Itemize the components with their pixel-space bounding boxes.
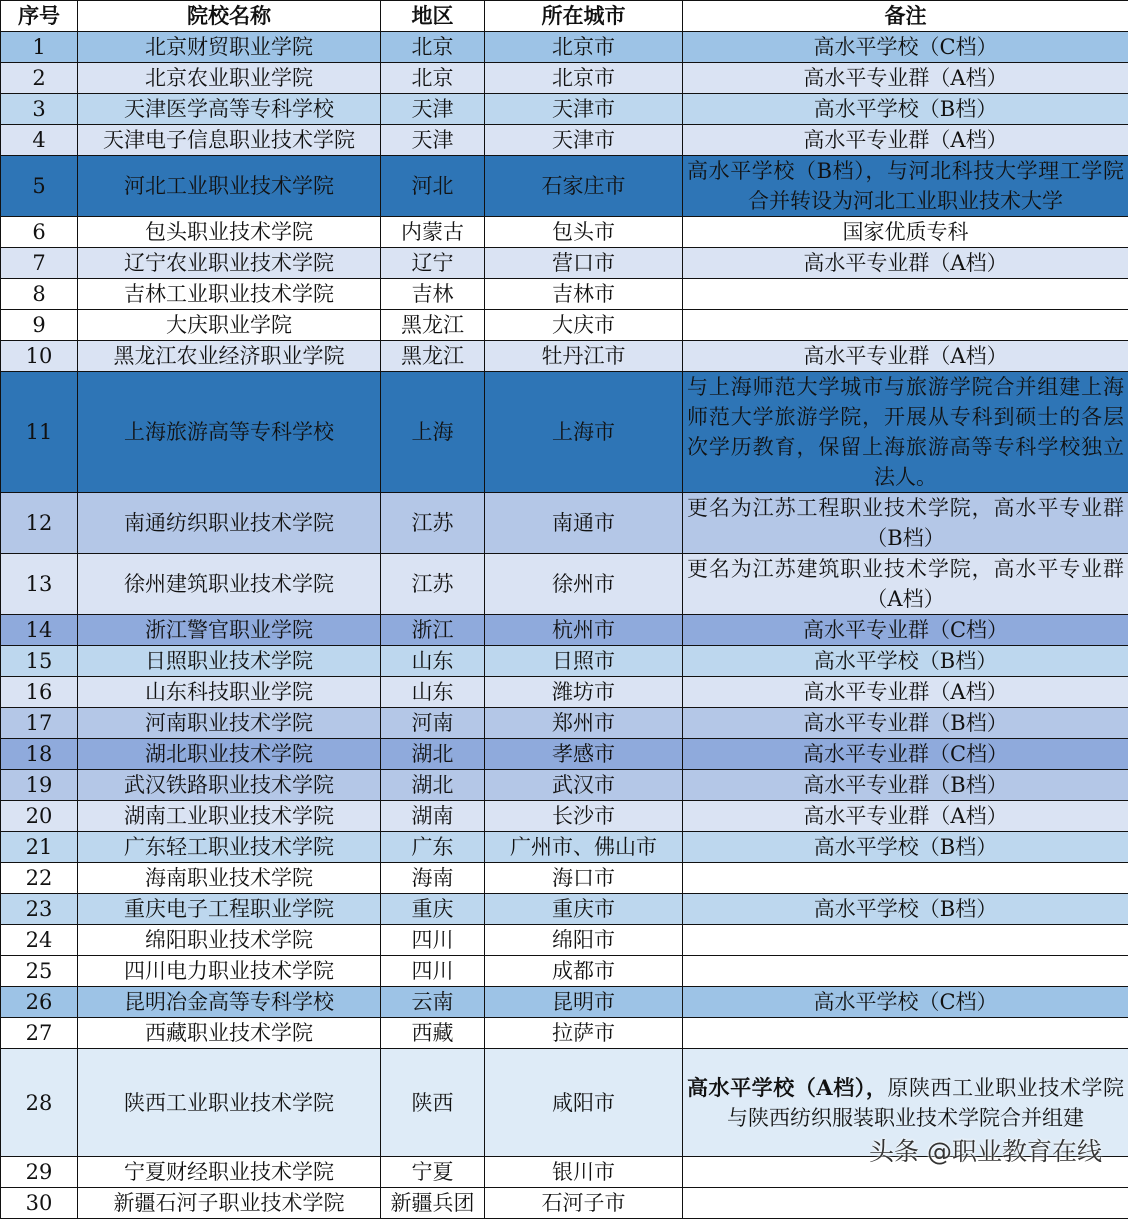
cell-note xyxy=(683,279,1128,310)
cell-city: 拉萨市 xyxy=(485,1018,683,1049)
cell-region: 黑龙江 xyxy=(381,310,485,341)
table-row xyxy=(1,770,1128,801)
cell-city: 咸阳市 xyxy=(485,1049,683,1157)
cell-name: 河南职业技术学院 xyxy=(78,708,381,739)
table-row xyxy=(1,493,1128,554)
cell-note: 高水平专业群（B档） xyxy=(683,708,1128,739)
cell-region: 山东 xyxy=(381,677,485,708)
header-region: 地区 xyxy=(381,1,485,32)
cell-no: 2 xyxy=(1,63,78,94)
cell-region: 重庆 xyxy=(381,894,485,925)
cell-region: 河北 xyxy=(381,156,485,217)
cell-name: 湖南工业职业技术学院 xyxy=(78,801,381,832)
cell-no: 23 xyxy=(1,894,78,925)
cell-name: 湖北职业技术学院 xyxy=(78,739,381,770)
cell-city: 石家庄市 xyxy=(485,156,683,217)
header-note: 备注 xyxy=(683,1,1128,32)
cell-note: 高水平学校（B档） xyxy=(683,894,1128,925)
cell-note: 高水平专业群（C档） xyxy=(683,615,1128,646)
cell-city: 重庆市 xyxy=(485,894,683,925)
cell-city: 广州市、佛山市 xyxy=(485,832,683,863)
cell-no: 12 xyxy=(1,493,78,554)
table-row xyxy=(1,708,1128,739)
cell-no: 10 xyxy=(1,341,78,372)
table-row xyxy=(1,801,1128,832)
cell-city: 武汉市 xyxy=(485,770,683,801)
cell-region: 云南 xyxy=(381,987,485,1018)
cell-name: 辽宁农业职业技术学院 xyxy=(78,248,381,279)
cell-region: 北京 xyxy=(381,32,485,63)
cell-name: 天津医学高等专科学校 xyxy=(78,94,381,125)
cell-name: 河北工业职业技术学院 xyxy=(78,156,381,217)
cell-name: 浙江警官职业学院 xyxy=(78,615,381,646)
cell-no: 22 xyxy=(1,863,78,894)
cell-note: 高水平专业群（A档） xyxy=(683,63,1128,94)
cell-note: 高水平学校（B档） xyxy=(683,646,1128,677)
cell-note xyxy=(683,863,1128,894)
table-row xyxy=(1,279,1128,310)
cell-city: 日照市 xyxy=(485,646,683,677)
cell-region: 广东 xyxy=(381,832,485,863)
cell-name: 四川电力职业技术学院 xyxy=(78,956,381,987)
table-row xyxy=(1,125,1128,156)
cell-region: 江苏 xyxy=(381,493,485,554)
cell-region: 四川 xyxy=(381,925,485,956)
cell-city: 北京市 xyxy=(485,32,683,63)
table-row xyxy=(1,646,1128,677)
cell-name: 海南职业技术学院 xyxy=(78,863,381,894)
table-row xyxy=(1,894,1128,925)
cell-no: 26 xyxy=(1,987,78,1018)
cell-city: 北京市 xyxy=(485,63,683,94)
cell-note xyxy=(683,1018,1128,1049)
cell-city: 绵阳市 xyxy=(485,925,683,956)
cell-name: 西藏职业技术学院 xyxy=(78,1018,381,1049)
table-row xyxy=(1,739,1128,770)
cell-city: 银川市 xyxy=(485,1157,683,1188)
cell-no: 30 xyxy=(1,1188,78,1219)
cell-no: 16 xyxy=(1,677,78,708)
cell-note xyxy=(683,925,1128,956)
cell-name: 重庆电子工程职业学院 xyxy=(78,894,381,925)
cell-no: 24 xyxy=(1,925,78,956)
cell-note: 与上海师范大学城市与旅游学院合并组建上海师范大学旅游学院，开展从专科到硕士的各层次学历教育，保留上海旅游高等专科学校独立法人。 xyxy=(683,372,1128,493)
table-row xyxy=(1,1018,1128,1049)
cell-city: 成都市 xyxy=(485,956,683,987)
cell-no: 11 xyxy=(1,372,78,493)
table-row xyxy=(1,217,1128,248)
cell-no: 7 xyxy=(1,248,78,279)
table-row xyxy=(1,248,1128,279)
cell-note: 高水平专业群（A档） xyxy=(683,125,1128,156)
cell-region: 河南 xyxy=(381,708,485,739)
table-row xyxy=(1,372,1128,493)
cell-no: 5 xyxy=(1,156,78,217)
cell-note: 高水平专业群（C档） xyxy=(683,739,1128,770)
cell-city: 营口市 xyxy=(485,248,683,279)
cell-region: 内蒙古 xyxy=(381,217,485,248)
cell-city: 徐州市 xyxy=(485,554,683,615)
cell-note: 高水平专业群（A档） xyxy=(683,248,1128,279)
cell-region: 山东 xyxy=(381,646,485,677)
cell-region: 西藏 xyxy=(381,1018,485,1049)
cell-note: 高水平学校（B档） xyxy=(683,832,1128,863)
cell-region: 四川 xyxy=(381,956,485,987)
cell-no: 4 xyxy=(1,125,78,156)
table-row xyxy=(1,987,1128,1018)
cell-note: 高水平专业群（A档） xyxy=(683,801,1128,832)
cell-note: 高水平学校（C档） xyxy=(683,987,1128,1018)
cell-city: 海口市 xyxy=(485,863,683,894)
cell-region: 黑龙江 xyxy=(381,341,485,372)
table-row xyxy=(1,63,1128,94)
cell-no: 29 xyxy=(1,1157,78,1188)
header-row xyxy=(1,1,1128,32)
cell-region: 陕西 xyxy=(381,1049,485,1157)
cell-name: 陕西工业职业技术学院 xyxy=(78,1049,381,1157)
cell-name: 北京财贸职业学院 xyxy=(78,32,381,63)
cell-note xyxy=(683,310,1128,341)
watermark: 头条 @职业教育在线 xyxy=(869,1132,1102,1168)
table-row xyxy=(1,1188,1128,1219)
cell-no: 28 xyxy=(1,1049,78,1157)
cell-name: 黑龙江农业经济职业学院 xyxy=(78,341,381,372)
table-row xyxy=(1,156,1128,217)
cell-city: 昆明市 xyxy=(485,987,683,1018)
cell-city: 南通市 xyxy=(485,493,683,554)
cell-city: 包头市 xyxy=(485,217,683,248)
cell-city: 潍坊市 xyxy=(485,677,683,708)
cell-no: 1 xyxy=(1,32,78,63)
cell-name: 吉林工业职业技术学院 xyxy=(78,279,381,310)
cell-note: 高水平学校（B档），与河北科技大学理工学院合并转设为河北工业职业技术大学 xyxy=(683,156,1128,217)
cell-city: 吉林市 xyxy=(485,279,683,310)
cell-no: 20 xyxy=(1,801,78,832)
header-city: 所在城市 xyxy=(485,1,683,32)
cell-name: 包头职业技术学院 xyxy=(78,217,381,248)
cell-city: 石河子市 xyxy=(485,1188,683,1219)
cell-name: 大庆职业学院 xyxy=(78,310,381,341)
cell-name: 徐州建筑职业技术学院 xyxy=(78,554,381,615)
cell-note: 高水平专业群（B档） xyxy=(683,770,1128,801)
cell-name: 广东轻工职业技术学院 xyxy=(78,832,381,863)
cell-name: 昆明冶金高等专科学校 xyxy=(78,987,381,1018)
cell-name: 山东科技职业学院 xyxy=(78,677,381,708)
cell-note: 高水平学校（B档） xyxy=(683,94,1128,125)
cell-note: 更名为江苏工程职业技术学院，高水平专业群（B档） xyxy=(683,493,1128,554)
cell-region: 北京 xyxy=(381,63,485,94)
cell-no: 15 xyxy=(1,646,78,677)
cell-name: 绵阳职业技术学院 xyxy=(78,925,381,956)
cell-city: 天津市 xyxy=(485,125,683,156)
cell-no: 21 xyxy=(1,832,78,863)
cell-no: 27 xyxy=(1,1018,78,1049)
cell-region: 湖北 xyxy=(381,770,485,801)
cell-region: 上海 xyxy=(381,372,485,493)
header-name: 院校名称 xyxy=(78,1,381,32)
cell-note: 高水平专业群（A档） xyxy=(683,341,1128,372)
cell-region: 湖北 xyxy=(381,739,485,770)
cell-no: 6 xyxy=(1,217,78,248)
note-bold: 高水平学校（A档）， xyxy=(687,1075,887,1100)
cell-name: 武汉铁路职业技术学院 xyxy=(78,770,381,801)
cell-no: 14 xyxy=(1,615,78,646)
cell-name: 南通纺织职业技术学院 xyxy=(78,493,381,554)
table-row xyxy=(1,677,1128,708)
cell-no: 25 xyxy=(1,956,78,987)
table-row xyxy=(1,925,1128,956)
table-row xyxy=(1,863,1128,894)
cell-region: 天津 xyxy=(381,94,485,125)
cell-city: 大庆市 xyxy=(485,310,683,341)
cell-no: 17 xyxy=(1,708,78,739)
cell-city: 天津市 xyxy=(485,94,683,125)
note-text: 原陕西工业职业技术学院与陕西纺织服装职业技术学院合并组建 xyxy=(727,1076,1124,1130)
table-row xyxy=(1,341,1128,372)
cell-region: 海南 xyxy=(381,863,485,894)
cell-city: 牡丹江市 xyxy=(485,341,683,372)
cell-note: 国家优质专科 xyxy=(683,217,1128,248)
cell-note xyxy=(683,1188,1128,1219)
cell-note: 高水平学校（C档） xyxy=(683,32,1128,63)
cell-city: 长沙市 xyxy=(485,801,683,832)
table-row xyxy=(1,554,1128,615)
table-row xyxy=(1,94,1128,125)
cell-note: 更名为江苏建筑职业技术学院，高水平专业群（A档） xyxy=(683,554,1128,615)
cell-region: 宁夏 xyxy=(381,1157,485,1188)
cell-region: 吉林 xyxy=(381,279,485,310)
cell-region: 江苏 xyxy=(381,554,485,615)
cell-city: 郑州市 xyxy=(485,708,683,739)
cell-name: 上海旅游高等专科学校 xyxy=(78,372,381,493)
cell-name: 日照职业技术学院 xyxy=(78,646,381,677)
table-row xyxy=(1,956,1128,987)
cell-region: 辽宁 xyxy=(381,248,485,279)
cell-city: 上海市 xyxy=(485,372,683,493)
cell-name: 天津电子信息职业技术学院 xyxy=(78,125,381,156)
table-row xyxy=(1,32,1128,63)
cell-no: 13 xyxy=(1,554,78,615)
table-row xyxy=(1,832,1128,863)
cell-region: 浙江 xyxy=(381,615,485,646)
cell-name: 新疆石河子职业技术学院 xyxy=(78,1188,381,1219)
cell-no: 18 xyxy=(1,739,78,770)
header-no: 序号 xyxy=(1,1,78,32)
cell-name: 北京农业职业学院 xyxy=(78,63,381,94)
cell-region: 湖南 xyxy=(381,801,485,832)
cell-region: 天津 xyxy=(381,125,485,156)
cell-no: 8 xyxy=(1,279,78,310)
cell-no: 19 xyxy=(1,770,78,801)
table-row xyxy=(1,310,1128,341)
table-row xyxy=(1,615,1128,646)
cell-region: 新疆兵团 xyxy=(381,1188,485,1219)
cell-city: 杭州市 xyxy=(485,615,683,646)
cell-city: 孝感市 xyxy=(485,739,683,770)
cell-note: 高水平专业群（A档） xyxy=(683,677,1128,708)
cell-note xyxy=(683,956,1128,987)
cell-no: 9 xyxy=(1,310,78,341)
cell-name: 宁夏财经职业技术学院 xyxy=(78,1157,381,1188)
cell-no: 3 xyxy=(1,94,78,125)
